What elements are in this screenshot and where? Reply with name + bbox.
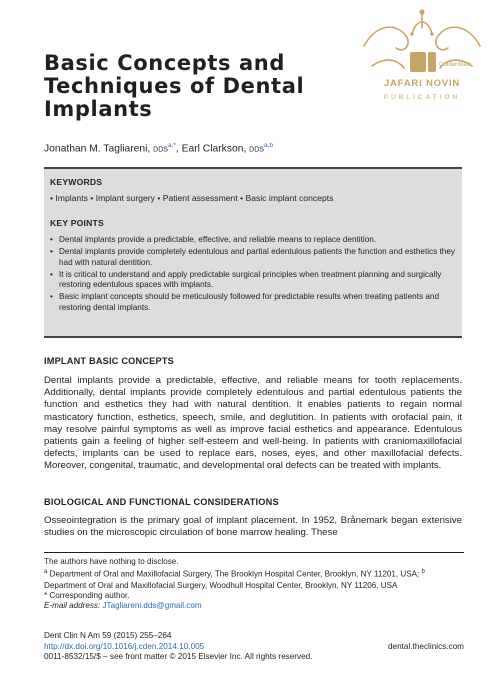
keypoint-item: • Dental implants provide a predictable, effective, and reliable means to replace dentition. [50, 235, 458, 246]
logo-name-text: JAFARI NOVIN [383, 78, 461, 89]
author-affiliation-link[interactable]: a,b [263, 142, 273, 149]
section-paragraph: Dental implants provide a predictable, effective, and reliable means for tooth replacements. Additionally, dental implants provide completely edentulous and partial edentulous patients the function and esthetics they had with natural dentition. It enables patients to regain normal masticatory function, esthetics, speech, smile, and deglutition. In patients with orofacial pain, it may resolve painful symptoms as well as improve facial esthetics and appearance. Edentulous patients gain a feeling of higher self-esteem and well-being. In patients with craniomaxillofacial defects, implants can be used to replace ears, noses, eyes, and other maxillofacial defects. Moreover, congenital, traumatic, and developmental oral defects can be treated with implants. [44, 375, 462, 472]
keyword: Implants [55, 193, 88, 203]
footnotes [44, 552, 464, 612]
publisher-logo [352, 6, 492, 122]
keywords-keypoints-box [44, 167, 462, 338]
author-degree: DDS [249, 146, 264, 154]
email-link[interactable]: JTagliareni.dds@gmail.com [102, 601, 202, 611]
affiliation-mark: a [44, 569, 48, 576]
crown-ornament-icon [352, 6, 492, 122]
keyword: Patient assessment [162, 193, 238, 203]
journal-website-link[interactable]: dental.theclinics.com [388, 642, 464, 651]
issn-line: 0011-8532/15/$ – see front matter © 2015 Elsevier Inc. All rights reserved. [44, 652, 313, 662]
keyword: Basic implant concepts [245, 193, 334, 203]
email-note [44, 601, 464, 611]
keypoint-item: • It is critical to understand and apply predictable surgical principles when treatment planning and surgically restoring edentulous spaces with implants. [50, 270, 458, 291]
email-label: E-mail address: [44, 601, 101, 611]
affiliations-note [44, 567, 464, 591]
section-heading: BIOLOGICAL AND FUNCTIONAL CONSIDERATIONS [44, 497, 279, 507]
journal-citation: Dent Clin N Am 59 (2015) 255–264 [44, 631, 172, 640]
author-list: Jonathan M. Tagliareni, $DDS^{a,*}$, Earl Clarkson, DDS$^{a,b}$ [44, 142, 273, 155]
keypoint-item: • Dental implants provide completely edentulous and partial edentulous patients the function and esthetics they had with natural dentition. [50, 247, 458, 268]
keyword: Implant surgery [95, 193, 155, 203]
logo-subtitle-text: PUBLICATION [383, 94, 461, 101]
section-paragraph: Osseointegration is the primary goal of implant placement. In 1952, Brånemark began extensive studies on the microscopic circulation of bone marrow healing. These [44, 515, 462, 539]
logo-brand-text: GoldenMark [439, 62, 472, 68]
keypoints-list [50, 235, 458, 315]
affiliation-b: Department of Oral and Maxillofacial Surgery, Woodhull Hospital Center, Brooklyn, NY 11206, USA [44, 580, 398, 590]
keypoints-heading: KEY POINTS [50, 218, 104, 228]
disclosure-note: The authors have nothing to disclose. [44, 557, 179, 566]
author-affiliation-link[interactable]: a,* [167, 142, 176, 149]
author-degree: DDS [153, 146, 168, 154]
affiliation-a: Department of Oral and Maxillofacial Surgery, The Brooklyn Hospital Center, Brooklyn, NY 11201, USA; [49, 570, 420, 580]
affiliation-mark: b [421, 569, 425, 576]
author-name: Jonathan M. Tagliareni [44, 143, 148, 155]
corresponding-note: * Corresponding author. [44, 590, 130, 600]
keywords-heading: KEYWORDS [50, 177, 103, 187]
journal-info [44, 631, 312, 663]
keypoint-item: • Basic implant concepts should be meticulously followed for predictable results when treating patients and restoring dental implants. [50, 292, 458, 313]
article-title: Basic Concepts and Techniques of Dental Implants [44, 51, 305, 121]
keywords-list: • Implants • Implant surgery • Patient assessment • Basic implant concepts [50, 193, 334, 203]
section-heading: IMPLANT BASIC CONCEPTS [44, 356, 174, 366]
doi-link[interactable]: http://dx.doi.org/10.1016/j.cden.2014.10.005 [44, 641, 205, 651]
author-name: Earl Clarkson [181, 143, 244, 155]
